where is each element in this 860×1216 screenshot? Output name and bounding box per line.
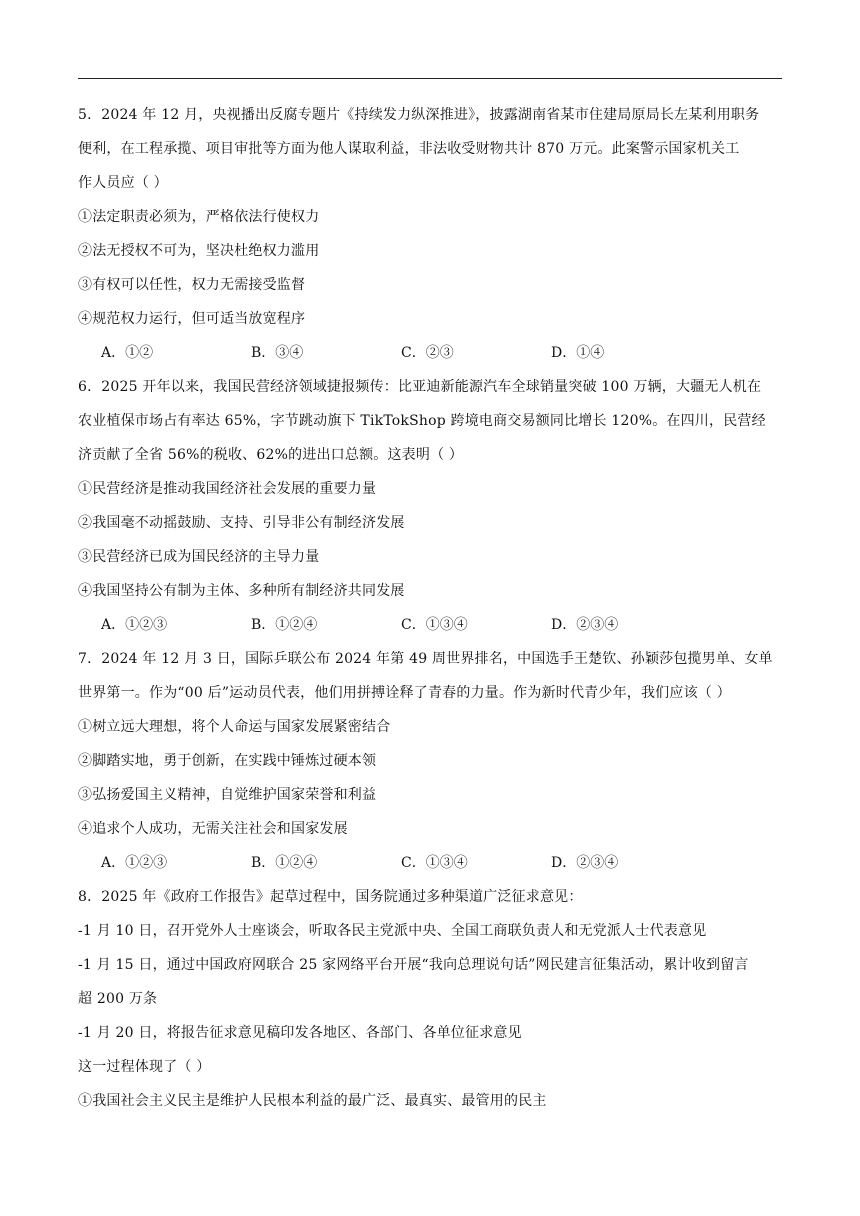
statement: ①民营经济是推动我国经济社会发展的重要力量: [78, 481, 377, 497]
question-8: [78, 880, 782, 1118]
statement: ②我国毫不动摇鼓励、支持、引导非公有制经济发展: [78, 515, 405, 531]
option-c: C．②③: [401, 345, 454, 361]
question-stem-line: 5．2024 年 12 月，央视播出反腐专题片《持续发力纵深推进》，披露湖南省某市住建局原局长左某利用职务: [78, 107, 760, 123]
question-6: [78, 370, 782, 642]
statement: ①树立远大理想，将个人命运与国家发展紧密结合: [78, 719, 391, 735]
option-d: D．①④: [551, 345, 605, 361]
question-stem-line: 8．2025 年《政府工作报告》起草过程中，国务院通过多种渠道广泛征求意见：: [78, 889, 583, 905]
option-b: B．①②④: [251, 617, 318, 633]
option-b: B．③④: [251, 345, 304, 361]
question-stem-line: 世界第一。作为“00 后”运动员代表，他们用拼搏诠释了青春的力量。作为新时代青少年，我们应该（ ）: [78, 685, 731, 701]
question-stem-line: 6．2025 开年以来，我国民营经济领域捷报频传：比亚迪新能源汽车全球销量突破 100 万辆，大疆无人机在: [78, 379, 762, 395]
question-stem-line: 这一过程体现了（ ）: [78, 1059, 211, 1075]
statement: ③有权可以任性，权力无需接受监督: [78, 277, 306, 293]
option-a: A．①②③: [101, 855, 168, 871]
question-stem-line: 7．2024 年 12 月 3 日，国际乒联公布 2024 年第 49 周世界排名，中国选手王楚钦、孙颖莎包揽男单、女单: [78, 651, 773, 667]
option-a: A．①②③: [101, 617, 168, 633]
option-a: A．①②: [101, 345, 154, 361]
statement: ①我国社会主义民主是维护人民根本利益的最广泛、最真实、最管用的民主: [78, 1093, 547, 1109]
answer-options: [78, 608, 782, 642]
statement: ④规范权力运行，但可适当放宽程序: [78, 311, 306, 327]
header-rule: [78, 78, 782, 79]
question-stem-line: -1 月 10 日，召开党外人士座谈会，听取各民主党派中央、全国工商联负责人和无党派人士代表意见: [78, 923, 707, 939]
question-stem-line: 便利，在工程承揽、项目审批等方面为他人谋取利益，非法收受财物共计 870 万元。此案警示国家机关工: [78, 141, 740, 157]
statement: ①法定职责必须为，严格依法行使权力: [78, 209, 320, 225]
question-stem-line: -1 月 20 日，将报告征求意见稿印发各地区、各部门、各单位征求意见: [78, 1025, 522, 1041]
question-stem-line: 农业植保市场占有率达 65%，字节跳动旗下 TikTokShop 跨境电商交易额同比增长 120%。在四川，民营经: [78, 413, 766, 429]
question-stem-line: 济贡献了全省 56%的税收、62%的进出口总额。这表明（ ）: [78, 447, 464, 463]
option-c: C．①③④: [401, 855, 468, 871]
option-d: D．②③④: [551, 855, 619, 871]
statement: ③弘扬爱国主义精神，自觉维护国家荣誉和利益: [78, 787, 377, 803]
option-d: D．②③④: [551, 617, 619, 633]
question-5: [78, 98, 782, 370]
statement: ③民营经济已成为国民经济的主导力量: [78, 549, 320, 565]
answer-options: [78, 336, 782, 370]
answer-options: [78, 846, 782, 880]
statement: ②法无授权不可为，坚决杜绝权力滥用: [78, 243, 320, 259]
option-c: C．①③④: [401, 617, 468, 633]
question-stem-line: -1 月 15 日，通过中国政府网联合 25 家网络平台开展“我向总理说句话”网民建言征集活动，累计收到留言: [78, 957, 749, 973]
question-stem-line: 超 200 万条: [78, 991, 158, 1007]
question-7: [78, 642, 782, 880]
statement: ④追求个人成功，无需关注社会和国家发展: [78, 821, 348, 837]
question-list: [78, 98, 782, 1118]
option-b: B．①②④: [251, 855, 318, 871]
statement: ④我国坚持公有制为主体、多种所有制经济共同发展: [78, 583, 405, 599]
question-stem-line: 作人员应（ ）: [78, 175, 168, 191]
statement: ②脚踏实地，勇于创新，在实践中锤炼过硬本领: [78, 753, 377, 769]
